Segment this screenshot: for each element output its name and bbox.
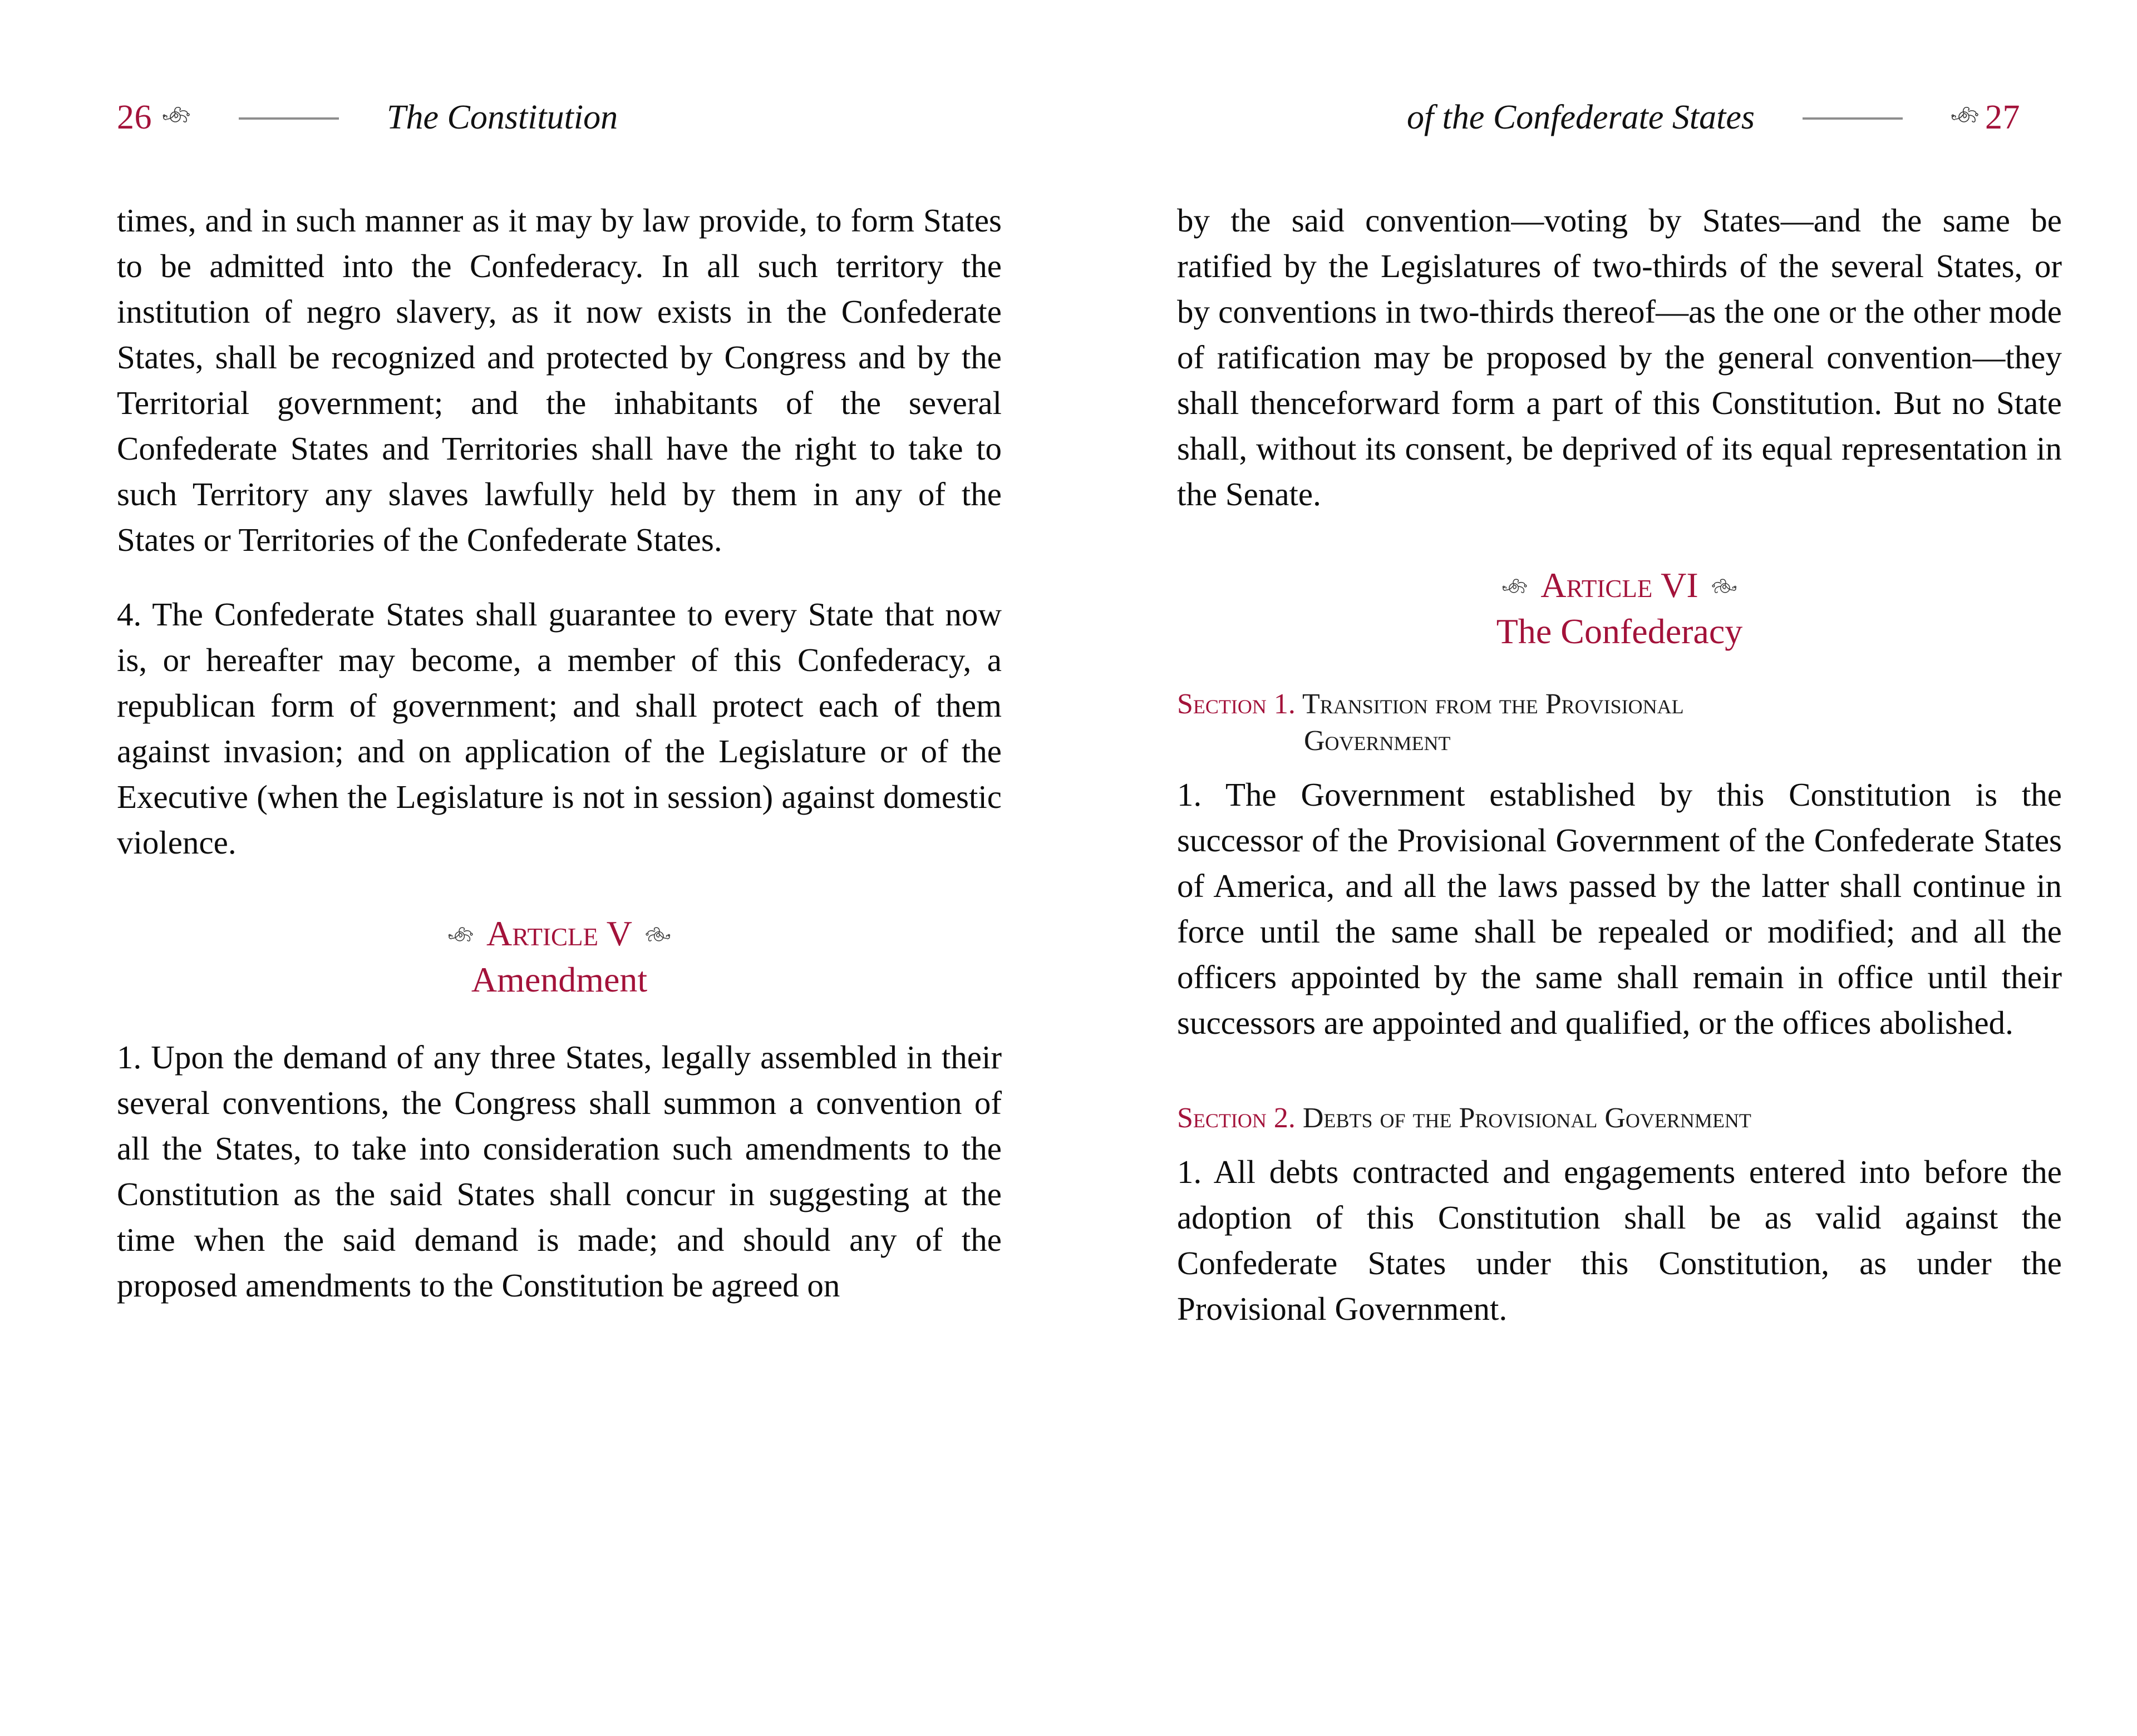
section-1-title-line1: Transition from the Provisional — [1302, 688, 1684, 721]
header-rule-right — [1803, 117, 1903, 120]
running-head — [117, 100, 2020, 161]
page-number-left: 26 — [117, 98, 152, 136]
article-vi-heading-line1 — [1177, 565, 2062, 606]
header-rule-left — [239, 117, 339, 120]
section-1-heading — [1177, 686, 2062, 760]
left-column — [117, 198, 1002, 1308]
article-vi-number-label: Article VI — [1540, 565, 1698, 605]
floral-scroll-ornament-icon — [644, 924, 671, 946]
section-1-label: Section 1. — [1177, 688, 1296, 721]
article-vi-heading — [1177, 565, 2062, 653]
section-2-title-line1: Debts of the Provisional Government — [1302, 1102, 1751, 1135]
floral-scroll-ornament-icon — [1711, 575, 1737, 598]
running-head-title-left: The Constitution — [387, 98, 618, 136]
section-1-title-line2: Government — [1304, 725, 1451, 757]
running-head-title-right: of the Confederate States — [1406, 98, 1755, 136]
article-vi-title: The Confederacy — [1496, 611, 1743, 651]
section-2-body: 1. All debts contracted and engagements entered into before the adoption of this Constitution shall be as valid against the Confederate States under this Constitution, as under the Provisional Government. — [1177, 1153, 2062, 1328]
floral-scroll-ornament-icon — [1501, 575, 1528, 598]
floral-scroll-ornament-icon — [447, 924, 474, 946]
page-number-right: 27 — [1985, 98, 2020, 136]
section-2-heading — [1177, 1100, 2062, 1137]
article-v-heading — [117, 913, 1002, 1001]
running-head-left — [117, 100, 618, 161]
article-v-heading-line1 — [117, 913, 1002, 954]
article-v-title: Amendment — [471, 959, 648, 999]
section-1-body: 1. The Government established by this Constitution is the successor of the Provisional Government of the Confederate States of America, and all the laws passed by the latter shall continue in force until the same shall be repealed or modified; and all the officers appointed by the same shall remain in office until their successors are appointed and qualified, or the offices abolished. — [1177, 776, 2062, 1042]
floral-scroll-ornament-icon — [1951, 103, 1980, 127]
article-v-number-label: Article V — [486, 914, 633, 953]
paragraph-article-v-clause-1: 1. Upon the demand of any three States, legally assembled in their several conventions, the Congress shall summon a convention of all the States, to take into consideration such amendments to the Constitution as the said States shall concur in suggesting at the time when the said demand is made; and should any of the proposed amendments to the Constitution be agreed on — [117, 1039, 1002, 1304]
paragraph-territories-continued: times, and in such manner as it may by law provide, to form States to be admitted into the Confederacy. In all such territory the institution of negro slavery, as it now exists in the Confederate States, shall be recognized and protected by Congress and by the Territorial government; and the inhabitants of the several Confederate States and Territories shall have the right to take to such Territory any slaves lawfully held by them in any of the States or Territories of the Confederate States. — [117, 202, 1002, 558]
right-column — [1177, 198, 2062, 1331]
floral-scroll-ornament-icon — [162, 103, 191, 127]
paragraph-4-guarantee: 4. The Confederate States shall guarantee to every State that now is, or hereafter may become, a member of this Confederacy, a republican form of government; and shall protect each of them against invasion; and on application of the Legislature or of the Executive (when the Legislature is not in session) against domestic violence. — [117, 596, 1002, 861]
section-2-label: Section 2. — [1177, 1102, 1296, 1135]
running-head-right — [1407, 100, 2020, 161]
paragraph-ratification-continued: by the said convention—voting by States—and the same be ratified by the Legislatures of two-thirds of the several States, or by conventions in two-thirds thereof—as the one or the other mode of ratification may be proposed by the general convention—they shall thenceforward form a part of this Constitution. But no State shall, without its consent, be deprived of its equal representation in the Senate. — [1177, 202, 2062, 512]
section-spacer — [1177, 1074, 2062, 1100]
